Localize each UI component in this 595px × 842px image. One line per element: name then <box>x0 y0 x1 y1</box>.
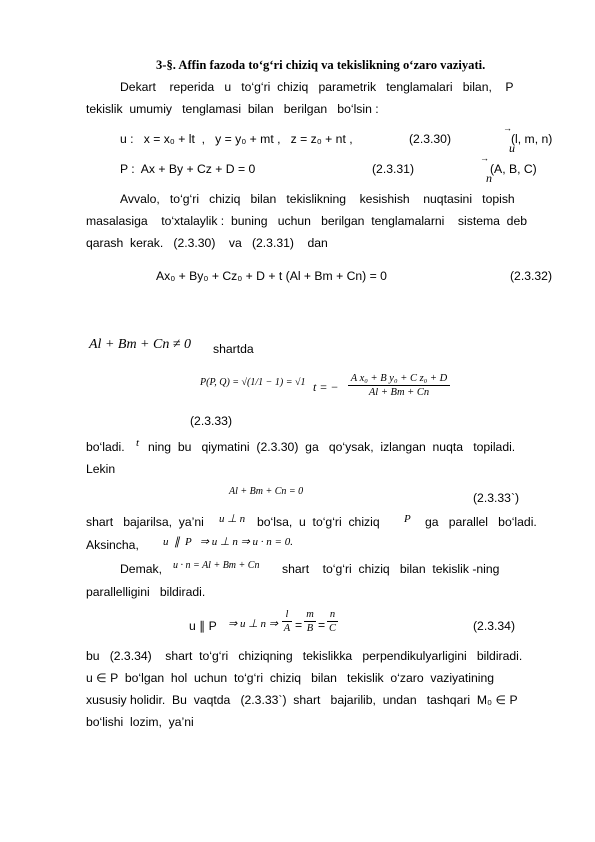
vector-symbol: → u <box>503 123 515 155</box>
paragraph-line: shart to‘g‘ri chiziq bilan tekislik -ning <box>282 562 500 576</box>
condition-formula: Al + Bm + Cn ≠ 0 <box>89 337 192 352</box>
paragraph-line: bo‘lishi lozim, ya’ni <box>86 715 194 729</box>
equation-number: (2.3.32) <box>510 269 553 283</box>
paragraph-line: Demak, <box>120 562 162 576</box>
fraction <box>327 609 338 634</box>
inline-formula: u ⊥ n <box>219 513 246 525</box>
equation-number: (2.3.30) <box>409 132 452 146</box>
vector-coordinates: (A, B, C) <box>490 162 537 176</box>
paragraph-line: u ∈ P bo‘lgan hol uchun to‘g‘ri chiziq bilan tekislik o‘zaro vaziyatining <box>86 671 495 685</box>
paragraph-line: parallelligini bildiradi. <box>86 585 206 599</box>
equation-number: (2.3.33`) <box>473 491 520 505</box>
paragraph-line: Avvalo, to‘g‘ri chiziq bilan tekislikning kesishish nuqtasini topish <box>120 192 515 206</box>
paragraph-line: masalasiga to‘xtalaylik : buning uchun berilgan tenglamalarni sistema deb <box>86 214 528 228</box>
section-heading: 3-§. Affin fazoda to‘g‘ri chiziq va tekislikning o‘zaro vaziyati. <box>156 58 486 72</box>
fraction <box>282 609 292 634</box>
equation-line: Ax₀ + By₀ + Cz₀ + D + t (Al + Bm + Cn) = 0 <box>156 269 387 283</box>
fraction-denominator: B <box>306 623 314 634</box>
inline-symbol: P <box>404 513 411 525</box>
vector-coordinates: (l, m, n) <box>511 132 553 146</box>
fraction-denominator: A <box>283 623 291 634</box>
formula-lhs: P(P, Q) = √(1/1 − 1) = √1 <box>200 377 306 388</box>
paragraph-line: Aksincha, <box>86 538 139 552</box>
fraction-numerator: l <box>285 609 289 620</box>
formula-part: ⇒ u ⊥ n ⇒ <box>228 618 279 630</box>
inline-formula: u · n = Al + Bm + Cn <box>173 560 260 571</box>
equation-number: (2.3.33) <box>190 414 233 428</box>
fraction-denominator: Al + Bm + Cn <box>368 387 430 398</box>
equation-number: (2.3.31) <box>372 162 415 176</box>
fraction-bar <box>348 385 450 386</box>
fraction-numerator: A x₀ + B y₀ + C z₀ + D <box>350 373 448 384</box>
paragraph-line: bo‘ladi. <box>86 440 125 454</box>
equals-sign: = <box>318 618 326 632</box>
paragraph-line: ning bu qiymatini (2.3.30) ga qo‘ysak, izlangan nuqta topiladi. <box>148 440 516 454</box>
paragraph-line: Lekin <box>86 462 116 476</box>
fraction <box>304 609 316 634</box>
fraction <box>348 373 450 398</box>
condition-formula: Al + Bm + Cn = 0 <box>229 486 304 497</box>
inline-symbol: t <box>136 437 140 449</box>
equation-line-plane: P : Ax + By + Cz + D = 0 <box>120 162 256 176</box>
formula-t: t = − <box>313 380 339 394</box>
fraction-bar <box>327 621 338 622</box>
equation-number: (2.3.34) <box>473 619 516 633</box>
fraction-bar <box>282 621 292 622</box>
equation-line-parametric: u : x = x₀ + lt , y = y₀ + mt , z = z₀ + nt , <box>120 132 353 146</box>
paragraph-line: ga parallel bo‘ladi. <box>425 515 537 529</box>
formula-part: u ∥ P <box>189 619 217 633</box>
fraction-numerator: n <box>329 609 336 620</box>
equals-sign: = <box>295 618 303 632</box>
vector-symbol: → n <box>480 153 492 185</box>
fraction-numerator: m <box>306 609 314 620</box>
paragraph-line: tekislik umumiy tenglamasi bilan berilgan bo‘lsin : <box>86 102 379 116</box>
paragraph-line: shart bajarilsa, ya’ni <box>86 515 204 529</box>
condition-text: shartda <box>213 342 254 356</box>
paragraph-line: Dekart reperida u to‘g‘ri chiziq parametrik tenglamalari bilan, P <box>120 80 514 94</box>
fraction-denominator: C <box>328 623 336 634</box>
paragraph-line: xususiy holidir. Bu vaqtda (2.3.33`) shart bajarilib, undan tashqari M₀ ∈ P <box>86 693 518 707</box>
paragraph-line: bu (2.3.34) shart to‘g‘ri chiziqning tekislikka perpendikulyarligini bildiradi. <box>86 649 523 663</box>
inline-formula: u ∥ P ⇒ u ⊥ n ⇒ u · n = 0. <box>163 536 293 548</box>
paragraph-line: bo‘lsa, u to‘g‘ri chiziq <box>257 515 380 529</box>
paragraph-line: qarash kerak. (2.3.30) va (2.3.31) dan <box>86 236 328 250</box>
fraction-bar <box>304 621 316 622</box>
